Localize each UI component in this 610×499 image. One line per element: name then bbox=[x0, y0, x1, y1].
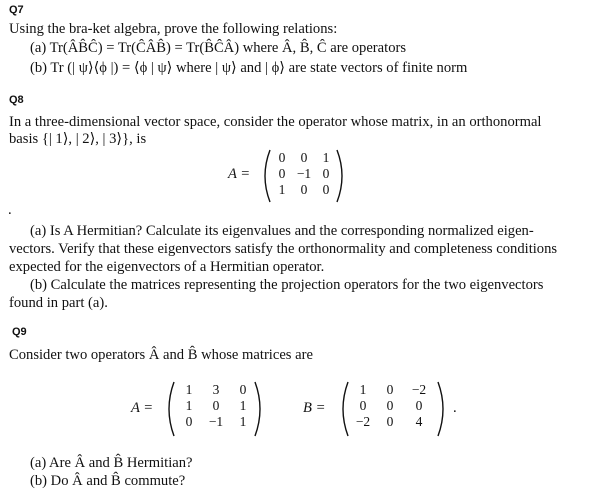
q9-matrix-a-row bbox=[176, 414, 256, 430]
q8-stray-dot: . bbox=[8, 202, 12, 218]
q9-matrix-b-row bbox=[350, 382, 434, 398]
q8-part-b-line2: found in part (a). bbox=[9, 295, 108, 311]
q8-matrix-left-paren bbox=[258, 148, 272, 204]
q9-matrix-b-row bbox=[350, 414, 434, 430]
q9-matrix-b-left-paren bbox=[336, 380, 350, 438]
q8-intro-line1: In a three-dimensional vector space, consider the operator whose matrix, in an orthonormal bbox=[9, 114, 542, 130]
q8-matrix-label: A = bbox=[228, 166, 251, 182]
q9-matrix-b-cell: 1 bbox=[359, 382, 367, 397]
q9-matrix-a-cell: 1 bbox=[239, 414, 247, 429]
q9-matrix-b-cell: 0 bbox=[386, 382, 394, 397]
q9-matrix-b bbox=[350, 382, 434, 430]
q9-matrix-a-row bbox=[176, 398, 256, 414]
q9-matrix-b-cell: −2 bbox=[355, 414, 371, 429]
q9-matrix-a-right-paren bbox=[253, 380, 267, 438]
q9-matrix-b-cell: 0 bbox=[359, 398, 367, 413]
q9-end-dot: . bbox=[453, 400, 457, 416]
q9-matrix-a-cell: 1 bbox=[185, 398, 193, 413]
q9-matrix-b-right-paren bbox=[436, 380, 450, 438]
q9-matrix-b-cell: 4 bbox=[415, 414, 423, 429]
q8-matrix-cell: 0 bbox=[300, 150, 308, 165]
q8-matrix-cell: −1 bbox=[296, 166, 312, 181]
q9-matrix-a-cell: −1 bbox=[208, 414, 224, 429]
q9-matrix-a-left-paren bbox=[162, 380, 176, 438]
q9-matrix-a-cell: 0 bbox=[212, 398, 220, 413]
q8-part-b-line1: (b) Calculate the matrices representing the projection operators for the two eigenvectors bbox=[30, 277, 544, 293]
q9-matrix-a-cell: 1 bbox=[239, 398, 247, 413]
q9-intro: Consider two operators Â and B̂ whose matrices are bbox=[9, 347, 313, 363]
q9-part-a: (a) Are Â and B̂ Hermitian? bbox=[30, 455, 193, 471]
q8-matrix-cell: 0 bbox=[278, 150, 286, 165]
q9-matrix-b-row bbox=[350, 398, 434, 414]
q9-part-b: (b) Do Â and B̂ commute? bbox=[30, 473, 186, 489]
q8-matrix-row bbox=[272, 166, 336, 182]
q7-intro: Using the bra-ket algebra, prove the following relations: bbox=[9, 21, 338, 37]
q8-matrix bbox=[272, 150, 336, 198]
q7-part-b: (b) Tr (| ψ⟩⟨ϕ |) = ⟨ϕ | ψ⟩ where | ψ⟩ and | ϕ⟩ are state vectors of finite norm bbox=[30, 60, 468, 76]
q7-part-a: (a) Tr(ÂB̂Ĉ) = Tr(ĈÂB̂) = Tr(B̂ĈÂ) where Â, B̂, Ĉ are operators bbox=[30, 40, 407, 56]
q7-heading: Q7 bbox=[9, 4, 24, 16]
q9-matrix-b-cell: 0 bbox=[415, 398, 423, 413]
q8-matrix-cell: 0 bbox=[322, 182, 330, 197]
q8-intro-line2: basis {| 1⟩, | 2⟩, | 3⟩}, is bbox=[9, 131, 147, 147]
q8-matrix-right-paren bbox=[335, 148, 349, 204]
q8-matrix-row bbox=[272, 150, 336, 166]
q9-matrix-b-cell: 0 bbox=[386, 414, 394, 429]
q9-matrix-a-cell: 0 bbox=[185, 414, 193, 429]
q8-matrix-cell: 1 bbox=[278, 182, 286, 197]
q8-part-a-line2: vectors. Verify that these eigenvectors satisfy the orthonormality and completeness conditions bbox=[9, 241, 558, 257]
q8-part-a-line3: expected for the eigenvectors of a Hermitian operator. bbox=[9, 259, 325, 275]
q9-matrix-a bbox=[176, 382, 256, 430]
q9-matrix-b-cell: −2 bbox=[411, 382, 427, 397]
q9-matrix-b-label: B = bbox=[303, 400, 326, 416]
q9-matrix-a-cell: 3 bbox=[212, 382, 220, 397]
q8-matrix-row bbox=[272, 182, 336, 198]
q9-heading: Q9 bbox=[12, 326, 27, 338]
q9-matrix-a-row bbox=[176, 382, 256, 398]
q9-matrix-a-cell: 1 bbox=[185, 382, 193, 397]
q9-matrix-b-cell: 0 bbox=[386, 398, 394, 413]
q8-part-a-line1: (a) Is A Hermitian? Calculate its eigenvalues and the corresponding normalized eigen- bbox=[30, 223, 534, 239]
q9-matrix-a-label: A = bbox=[131, 400, 154, 416]
q8-matrix-cell: 0 bbox=[322, 166, 330, 181]
q8-matrix-cell: 0 bbox=[278, 166, 286, 181]
q8-heading: Q8 bbox=[9, 94, 24, 106]
q9-matrix-a-cell: 0 bbox=[239, 382, 247, 397]
q8-matrix-cell: 0 bbox=[300, 182, 308, 197]
q8-matrix-cell: 1 bbox=[322, 150, 330, 165]
